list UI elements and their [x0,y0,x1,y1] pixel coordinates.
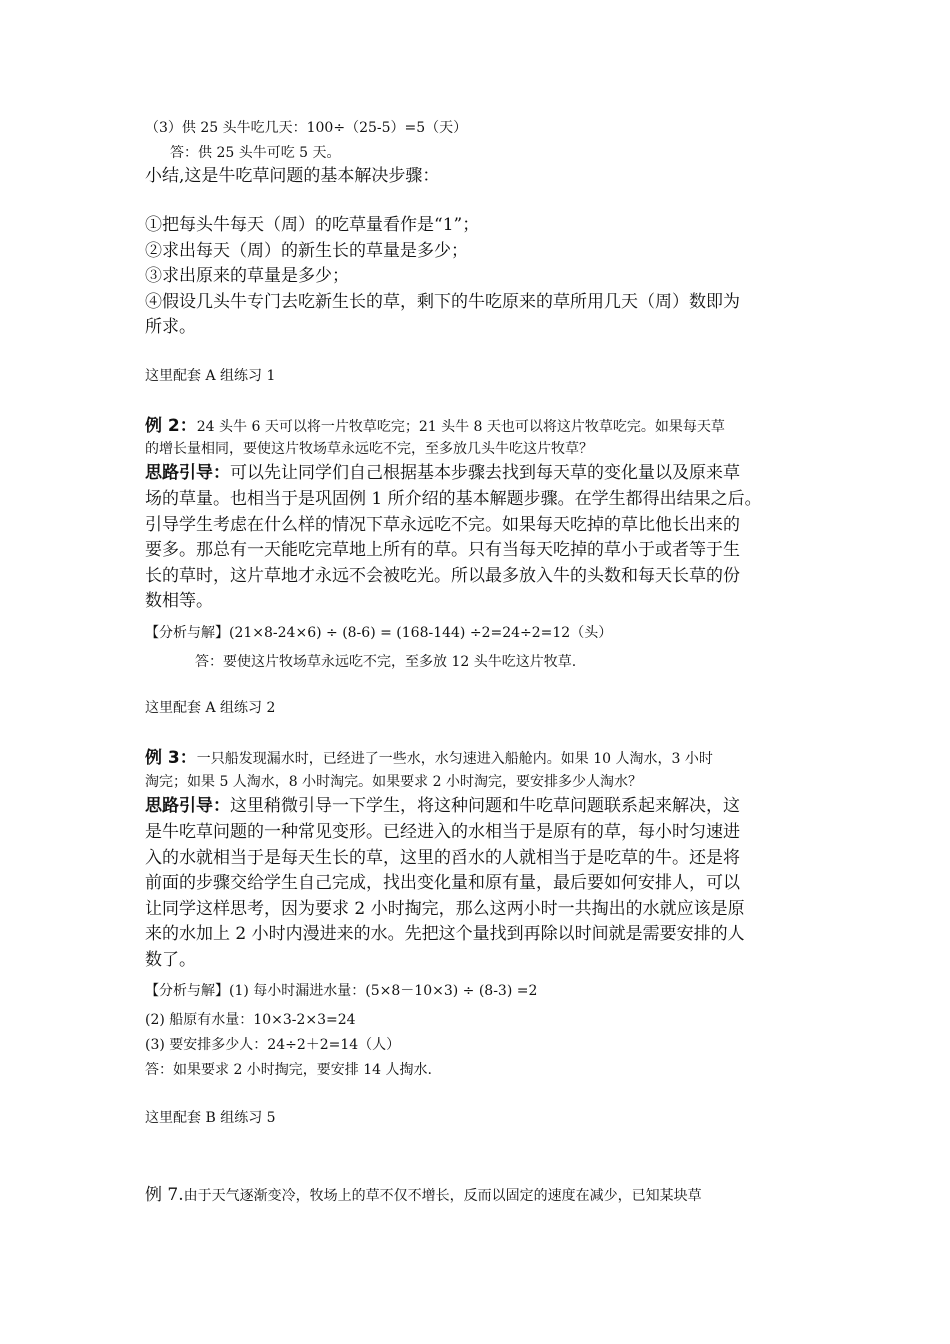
step-2: ②求出每天（周）的新生长的草量是多少； [145,241,468,261]
hint-2: 思路引导：可以先让同学们自己根据基本步骤去找到每天草的变化量以及原来草 [145,463,740,483]
answer-line: 答：供 25 头牛可吃 5 天。 [170,145,341,161]
hint-2-line-5: 长的草时，这片草地才永远不会被吃光。所以最多放入牛的头数和每天长草的份 [145,566,740,586]
hint-3-line-2: 是牛吃草问题的一种常见变形。已经进入的水相当于是原有的草，每小时匀速进 [145,822,740,842]
analysis-3-step-3: (3) 要安排多少人：24÷2＋2=14（人） [145,1037,401,1053]
answer-3: 答：如果要求 2 小时掏完，要安排 14 人掏水. [145,1062,432,1078]
exercise-ref-a1: 这里配套 A 组练习 1 [145,368,276,384]
example-2-question-cont: 的增长量相同，要使这片牧场草永远吃不完，至多放几头牛吃这片牧草？ [145,441,593,457]
analysis-2: 【分析与解】(21×8-24×6) ÷ (8-6) = (168-144) ÷2=24÷2=12（头） [145,625,613,641]
answer-2: 答：要使这片牧场草永远吃不完，至多放 12 头牛吃这片牧草. [195,654,577,670]
example-3-question: 例 3：一只船发现漏水时，已经进了一些水，水匀速进入船舱内。如果 10 人淘水，3 小时 [145,748,713,768]
hint-3-line-7: 数了。 [145,950,196,970]
exercise-ref-a2: 这里配套 A 组练习 2 [145,700,276,716]
hint-2-line-2: 场的草量。也相当于是巩固例 1 所介绍的基本解题步骤。在学生都得出结果之后。 [145,489,762,509]
example-2-question: 例 2：24 头牛 6 天可以将一片牧草吃完；21 头牛 8 天也可以将这片牧草吃完。如果每天草 [145,416,725,436]
example-3-label: 例 3： [145,748,197,768]
hint-3-line-4: 前面的步骤交给学生自己完成，找出变化量和原有量，最后要如何安排人，可以 [145,873,740,893]
hint-3-line-5: 让同学这样思考，因为要求 2 小时掏完，那么这两小时一共掏出的水就应该是原 [145,899,745,919]
example-3-question-cont: 淘完；如果 5 人淘水，8 小时淘完。如果要求 2 小时淘完，要安排多少人淘水？ [145,774,642,790]
solution-step-3: （3）供 25 头牛吃几天：100÷（25-5）=5（天） [145,120,468,136]
hint-3-line-3: 入的水就相当于是每天生长的草，这里的舀水的人就相当于是吃草的牛。还是将 [145,848,740,868]
analysis-3-step-1: 【分析与解】(1) 每小时漏进水量：(5×8－10×3) ÷ (8-3) =2 [145,983,538,999]
summary-heading: 小结,这是牛吃草问题的基本解决步骤： [145,166,440,186]
example-7-label: 例 7. [145,1185,184,1205]
hint-3-line-6: 来的水加上 2 小时内漫进来的水。先把这个量找到再除以时间就是需要安排的人 [145,924,745,944]
step-4-cont: 所求。 [145,317,196,337]
hint-2-label: 思路引导： [145,463,230,483]
hint-3-label: 思路引导： [145,796,230,816]
example-2-label: 例 2： [145,416,197,436]
hint-2-line-6: 数相等。 [145,591,213,611]
step-1: ①把每头牛每天（周）的吃草量看作是“1”； [145,215,480,235]
hint-2-line-4: 要多。那总有一天能吃完草地上所有的草。只有当每天吃掉的草小于或者等于生 [145,540,740,560]
example-7-question: 例 7.由于天气逐渐变冷，牧场上的草不仅不增长，反而以固定的速度在减少，已知某块草 [145,1185,702,1205]
step-4: ④假设几头牛专门去吃新生长的草，剩下的牛吃原来的草所用几天（周）数即为 [145,292,740,312]
step-3: ③求出原来的草量是多少； [145,266,349,286]
hint-3: 思路引导：这里稍微引导一下学生，将这种问题和牛吃草问题联系起来解决，这 [145,796,740,816]
analysis-3-step-2: (2) 船原有水量：10×3-2×3=24 [145,1012,356,1028]
hint-2-line-3: 引导学生考虑在什么样的情况下草永远吃不完。如果每天吃掉的草比他长出来的 [145,515,740,535]
exercise-ref-b5: 这里配套 B 组练习 5 [145,1110,276,1126]
